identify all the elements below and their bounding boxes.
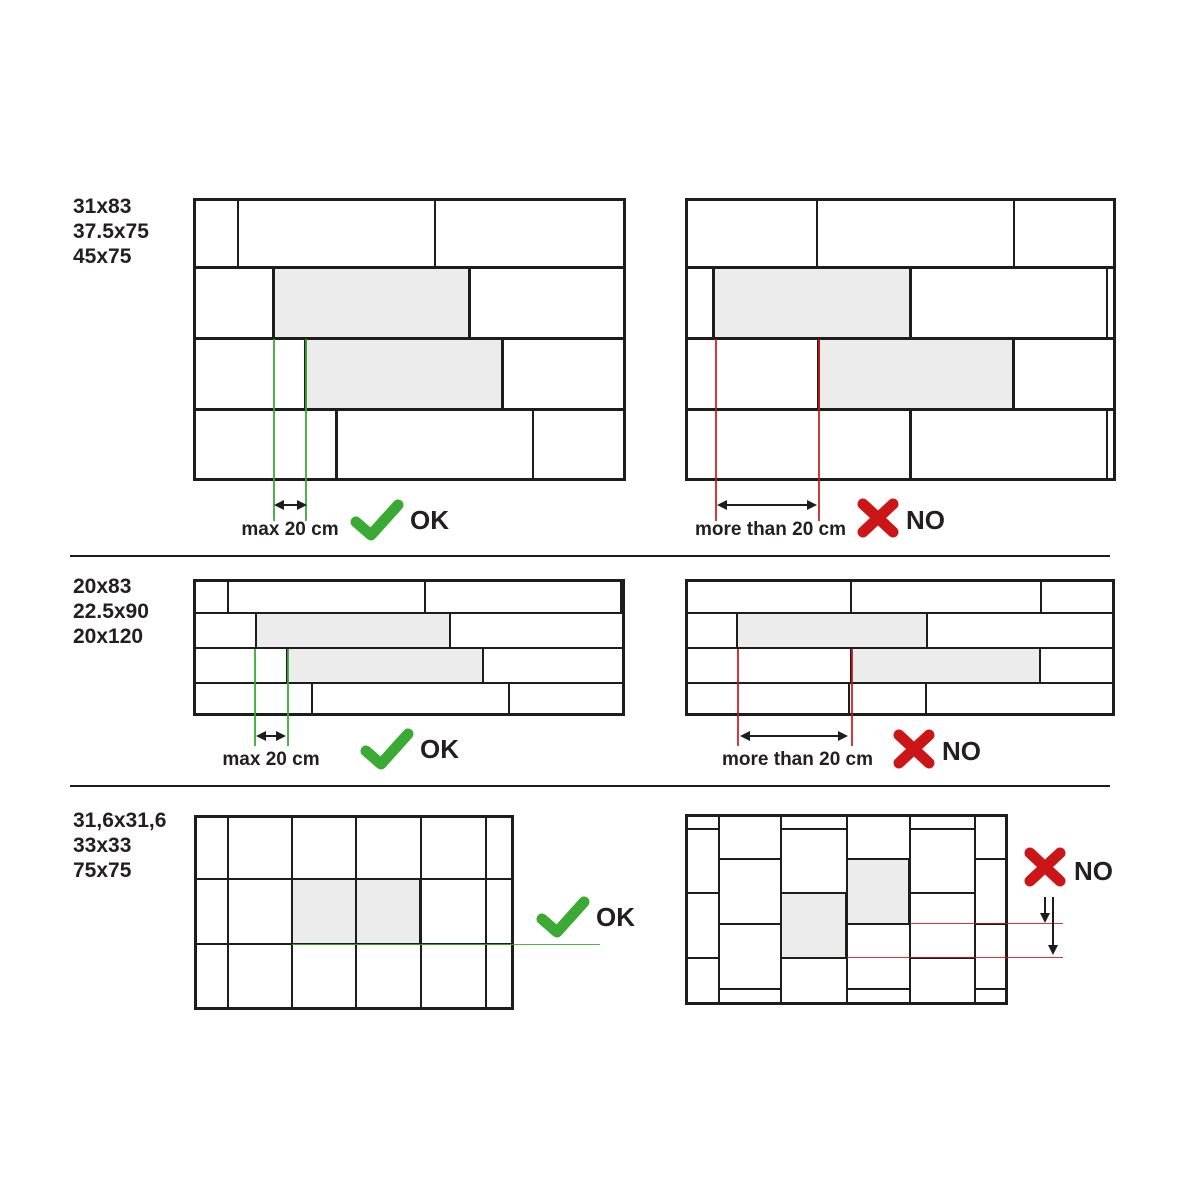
offset-guide-line — [818, 339, 820, 521]
highlight-tile — [304, 337, 504, 411]
tile-joint — [974, 988, 1008, 990]
highlight-tile — [286, 647, 484, 684]
reference-line — [847, 957, 1063, 959]
size-label: 33x33 — [73, 834, 132, 857]
check-icon — [350, 499, 404, 541]
x-icon — [855, 496, 901, 540]
tile-joint — [508, 682, 510, 716]
offset-guide-line — [851, 649, 853, 746]
size-label: 31x83 — [73, 195, 132, 218]
highlight-tile — [355, 878, 421, 945]
tile-joint — [685, 828, 719, 830]
tile-joint — [846, 988, 910, 990]
tile-joint — [532, 408, 534, 481]
reference-line — [292, 944, 600, 946]
offset-guide-line — [287, 649, 289, 746]
tile-joint — [816, 198, 818, 269]
tile-joint — [1106, 266, 1108, 340]
tile-joint — [925, 682, 927, 716]
tile-joint — [485, 815, 487, 1010]
highlight-tile — [291, 878, 357, 945]
section1-size-list — [73, 194, 149, 269]
tile-joint — [909, 828, 975, 830]
tile-joint — [909, 408, 912, 481]
tile-joint — [1040, 579, 1042, 614]
tile-joint — [1106, 408, 1108, 481]
verdict-label: OK — [596, 902, 635, 932]
tile-joint — [718, 988, 781, 990]
size-label: 22.5x90 — [73, 600, 149, 623]
dimension-label: max 20 cm — [241, 519, 339, 540]
offset-guide-line — [273, 339, 275, 521]
check-icon — [360, 728, 414, 770]
highlight-tile — [712, 266, 912, 340]
size-label: 31,6x31,6 — [73, 809, 167, 832]
tile-joint — [424, 579, 426, 614]
highlight-tile — [817, 337, 1015, 411]
highlight-tile — [780, 892, 847, 959]
check-icon — [536, 896, 590, 938]
tile-joint — [237, 198, 239, 269]
tile-joint — [335, 408, 338, 481]
x-icon — [891, 727, 937, 771]
tile-joint — [909, 892, 975, 894]
dimension-label: max 20 cm — [222, 749, 320, 770]
verdict-label: NO — [906, 505, 945, 535]
section2-size-list — [73, 574, 149, 649]
tile-joint — [850, 579, 852, 614]
highlight-tile — [255, 612, 451, 649]
offset-guide-line — [737, 649, 739, 746]
size-label: 20x120 — [73, 625, 144, 648]
dimension-label: more than 20 cm — [722, 749, 873, 770]
section-divider — [70, 555, 1110, 557]
dimension-arrowhead — [1048, 945, 1058, 955]
size-label: 37.5x75 — [73, 220, 149, 243]
dimension-arrowhead — [276, 731, 286, 741]
offset-arrow — [1052, 897, 1054, 946]
offset-arrow — [1044, 897, 1046, 914]
tile-joint — [227, 815, 229, 1010]
tile-joint — [848, 682, 850, 716]
verdict-label: NO — [1074, 856, 1113, 886]
tile-joint — [620, 579, 622, 614]
tile-joint — [718, 858, 781, 860]
tile-joint — [434, 198, 436, 269]
tile-joint — [780, 828, 847, 830]
x-icon — [1022, 845, 1068, 889]
tile-joint — [685, 957, 719, 959]
size-label: 20x83 — [73, 575, 132, 598]
highlight-tile — [850, 647, 1041, 684]
tile-joint — [685, 892, 719, 894]
verdict-label: OK — [420, 734, 459, 764]
tile-joint — [974, 814, 976, 1005]
dimension-arrowhead — [297, 500, 307, 510]
verdict-label: NO — [942, 736, 981, 766]
dimension-arrowhead — [807, 500, 817, 510]
tile-joint — [311, 682, 313, 716]
tile-joint — [718, 814, 720, 1005]
dimension-label: more than 20 cm — [695, 519, 846, 540]
section3-size-list — [73, 808, 166, 883]
tile-joint — [1013, 198, 1015, 269]
size-label: 75x75 — [73, 859, 132, 882]
offset-guide-line — [305, 339, 307, 521]
tile-joint — [974, 858, 1008, 860]
dimension-arrow — [725, 504, 810, 506]
section-divider — [70, 785, 1110, 787]
tile-joint — [718, 923, 781, 925]
verdict-label: OK — [410, 505, 449, 535]
highlight-tile — [736, 612, 928, 649]
dimension-arrowhead — [1040, 913, 1050, 923]
dimension-arrowhead — [838, 731, 848, 741]
tile-joint — [227, 579, 229, 614]
dimension-arrow — [748, 735, 841, 737]
offset-guide-line — [715, 339, 717, 521]
highlight-tile — [272, 266, 471, 340]
size-label: 45x75 — [73, 245, 132, 268]
highlight-tile — [846, 858, 910, 925]
